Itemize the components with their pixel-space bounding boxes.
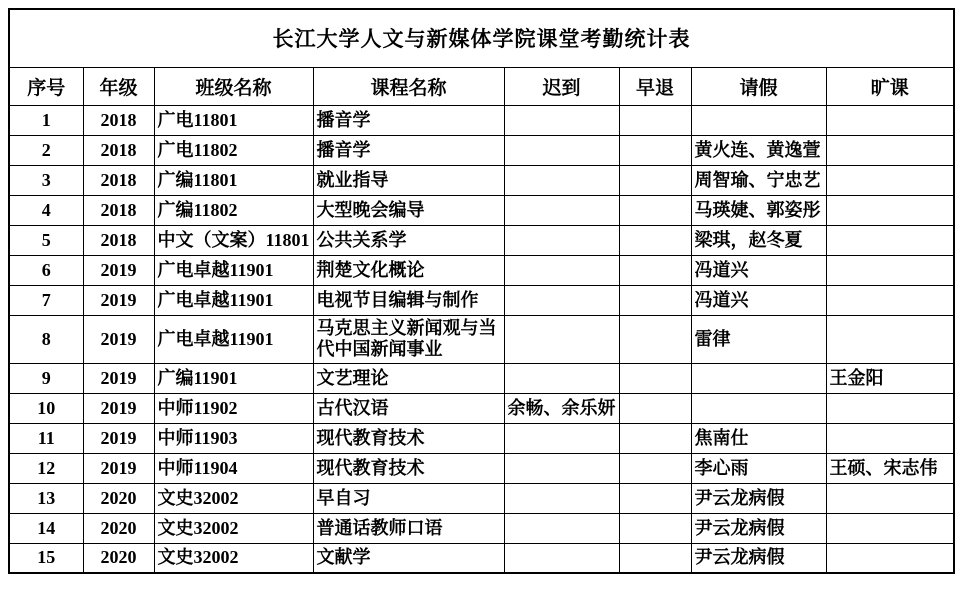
cell-class: 广电卓越11901 (154, 255, 313, 285)
cell-serial: 3 (9, 165, 83, 195)
cell-grade: 2019 (83, 285, 154, 315)
table-row (9, 195, 954, 225)
column-header-class: 班级名称 (154, 67, 313, 105)
cell-course: 电视节目编辑与制作 (313, 285, 504, 315)
cell-grade: 2019 (83, 255, 154, 285)
cell-early-leave (619, 363, 691, 393)
cell-grade: 2018 (83, 195, 154, 225)
column-header-early-leave: 早退 (619, 67, 691, 105)
cell-late (504, 513, 619, 543)
page-title: 长江大学人文与新媒体学院课堂考勤统计表 (9, 9, 954, 67)
cell-leave: 冯道兴 (691, 255, 826, 285)
table-row (9, 255, 954, 285)
cell-class: 广电卓越11901 (154, 315, 313, 363)
title-row (9, 9, 954, 67)
cell-grade: 2019 (83, 453, 154, 483)
cell-early-leave (619, 543, 691, 573)
cell-course: 古代汉语 (313, 393, 504, 423)
cell-class: 中师11904 (154, 453, 313, 483)
cell-class: 广电卓越11901 (154, 285, 313, 315)
cell-late (504, 195, 619, 225)
table-row (9, 423, 954, 453)
cell-absent (826, 513, 954, 543)
cell-course: 现代教育技术 (313, 423, 504, 453)
cell-leave: 冯道兴 (691, 285, 826, 315)
cell-serial: 12 (9, 453, 83, 483)
cell-leave: 李心雨 (691, 453, 826, 483)
cell-class: 广编11901 (154, 363, 313, 393)
cell-absent: 王金阳 (826, 363, 954, 393)
column-header-leave: 请假 (691, 67, 826, 105)
table-row (9, 315, 954, 363)
cell-grade: 2019 (83, 315, 154, 363)
cell-serial: 11 (9, 423, 83, 453)
cell-leave (691, 393, 826, 423)
cell-absent (826, 105, 954, 135)
cell-leave: 梁琪，赵冬夏 (691, 225, 826, 255)
table-row (9, 105, 954, 135)
cell-class: 广电11802 (154, 135, 313, 165)
cell-late (504, 285, 619, 315)
cell-grade: 2020 (83, 513, 154, 543)
column-header-course: 课程名称 (313, 67, 504, 105)
cell-class: 中师11902 (154, 393, 313, 423)
cell-leave: 尹云龙病假 (691, 513, 826, 543)
cell-late (504, 165, 619, 195)
cell-late (504, 543, 619, 573)
cell-early-leave (619, 225, 691, 255)
cell-early-leave (619, 135, 691, 165)
cell-absent (826, 195, 954, 225)
cell-late (504, 105, 619, 135)
cell-course: 公共关系学 (313, 225, 504, 255)
cell-grade: 2019 (83, 393, 154, 423)
cell-serial: 7 (9, 285, 83, 315)
cell-absent (826, 225, 954, 255)
cell-serial: 4 (9, 195, 83, 225)
column-header-late: 迟到 (504, 67, 619, 105)
cell-course: 大型晚会编导 (313, 195, 504, 225)
attendance-sheet (8, 8, 955, 574)
cell-early-leave (619, 315, 691, 363)
cell-leave: 黄火连、黄逸萱 (691, 135, 826, 165)
cell-absent: 王硕、宋志伟 (826, 453, 954, 483)
cell-late (504, 315, 619, 363)
cell-late (504, 255, 619, 285)
table-row (9, 363, 954, 393)
cell-late (504, 423, 619, 453)
cell-early-leave (619, 453, 691, 483)
table-row (9, 453, 954, 483)
attendance-table (8, 8, 955, 574)
cell-late (504, 363, 619, 393)
cell-course: 早自习 (313, 483, 504, 513)
cell-serial: 14 (9, 513, 83, 543)
cell-class: 中文（文案）11801 (154, 225, 313, 255)
cell-grade: 2020 (83, 483, 154, 513)
cell-course: 播音学 (313, 105, 504, 135)
header-row (9, 67, 954, 105)
cell-serial: 6 (9, 255, 83, 285)
cell-absent (826, 543, 954, 573)
cell-serial: 10 (9, 393, 83, 423)
cell-late (504, 135, 619, 165)
cell-class: 文史32002 (154, 513, 313, 543)
cell-course: 荆楚文化概论 (313, 255, 504, 285)
cell-course: 现代教育技术 (313, 453, 504, 483)
cell-early-leave (619, 513, 691, 543)
cell-course: 播音学 (313, 135, 504, 165)
cell-late (504, 483, 619, 513)
table-row (9, 543, 954, 573)
cell-late (504, 225, 619, 255)
cell-serial: 9 (9, 363, 83, 393)
cell-serial: 15 (9, 543, 83, 573)
cell-serial: 1 (9, 105, 83, 135)
table-row (9, 393, 954, 423)
cell-course: 文献学 (313, 543, 504, 573)
cell-grade: 2018 (83, 105, 154, 135)
cell-early-leave (619, 105, 691, 135)
cell-absent (826, 135, 954, 165)
cell-early-leave (619, 195, 691, 225)
cell-class: 广编11802 (154, 195, 313, 225)
table-row (9, 225, 954, 255)
cell-leave (691, 105, 826, 135)
column-header-grade: 年级 (83, 67, 154, 105)
table-row (9, 513, 954, 543)
cell-serial: 8 (9, 315, 83, 363)
cell-absent (826, 165, 954, 195)
cell-class: 文史32002 (154, 483, 313, 513)
cell-leave: 尹云龙病假 (691, 543, 826, 573)
cell-grade: 2019 (83, 363, 154, 393)
table-row (9, 135, 954, 165)
cell-leave: 马瑛婕、郭姿彤 (691, 195, 826, 225)
column-header-serial: 序号 (9, 67, 83, 105)
cell-late (504, 453, 619, 483)
column-header-absent: 旷课 (826, 67, 954, 105)
cell-early-leave (619, 255, 691, 285)
table-row (9, 285, 954, 315)
cell-grade: 2018 (83, 225, 154, 255)
cell-grade: 2019 (83, 423, 154, 453)
cell-course: 就业指导 (313, 165, 504, 195)
cell-early-leave (619, 393, 691, 423)
cell-leave (691, 363, 826, 393)
cell-course: 普通话教师口语 (313, 513, 504, 543)
cell-late: 余畅、余乐妍 (504, 393, 619, 423)
cell-leave: 焦南仕 (691, 423, 826, 453)
cell-absent (826, 423, 954, 453)
cell-course: 文艺理论 (313, 363, 504, 393)
table-row (9, 483, 954, 513)
cell-early-leave (619, 423, 691, 453)
cell-absent (826, 315, 954, 363)
cell-leave: 雷律 (691, 315, 826, 363)
cell-class: 广电11801 (154, 105, 313, 135)
cell-absent (826, 483, 954, 513)
cell-serial: 13 (9, 483, 83, 513)
cell-grade: 2018 (83, 135, 154, 165)
cell-grade: 2018 (83, 165, 154, 195)
cell-class: 中师11903 (154, 423, 313, 453)
table-row (9, 165, 954, 195)
cell-absent (826, 393, 954, 423)
cell-class: 文史32002 (154, 543, 313, 573)
cell-early-leave (619, 165, 691, 195)
cell-leave: 周智瑜、宁忠艺 (691, 165, 826, 195)
cell-course: 马克思主义新闻观与当代中国新闻事业 (313, 315, 504, 363)
cell-grade: 2020 (83, 543, 154, 573)
cell-serial: 5 (9, 225, 83, 255)
cell-absent (826, 255, 954, 285)
cell-early-leave (619, 483, 691, 513)
cell-leave: 尹云龙病假 (691, 483, 826, 513)
cell-class: 广编11801 (154, 165, 313, 195)
cell-serial: 2 (9, 135, 83, 165)
cell-absent (826, 285, 954, 315)
cell-early-leave (619, 285, 691, 315)
